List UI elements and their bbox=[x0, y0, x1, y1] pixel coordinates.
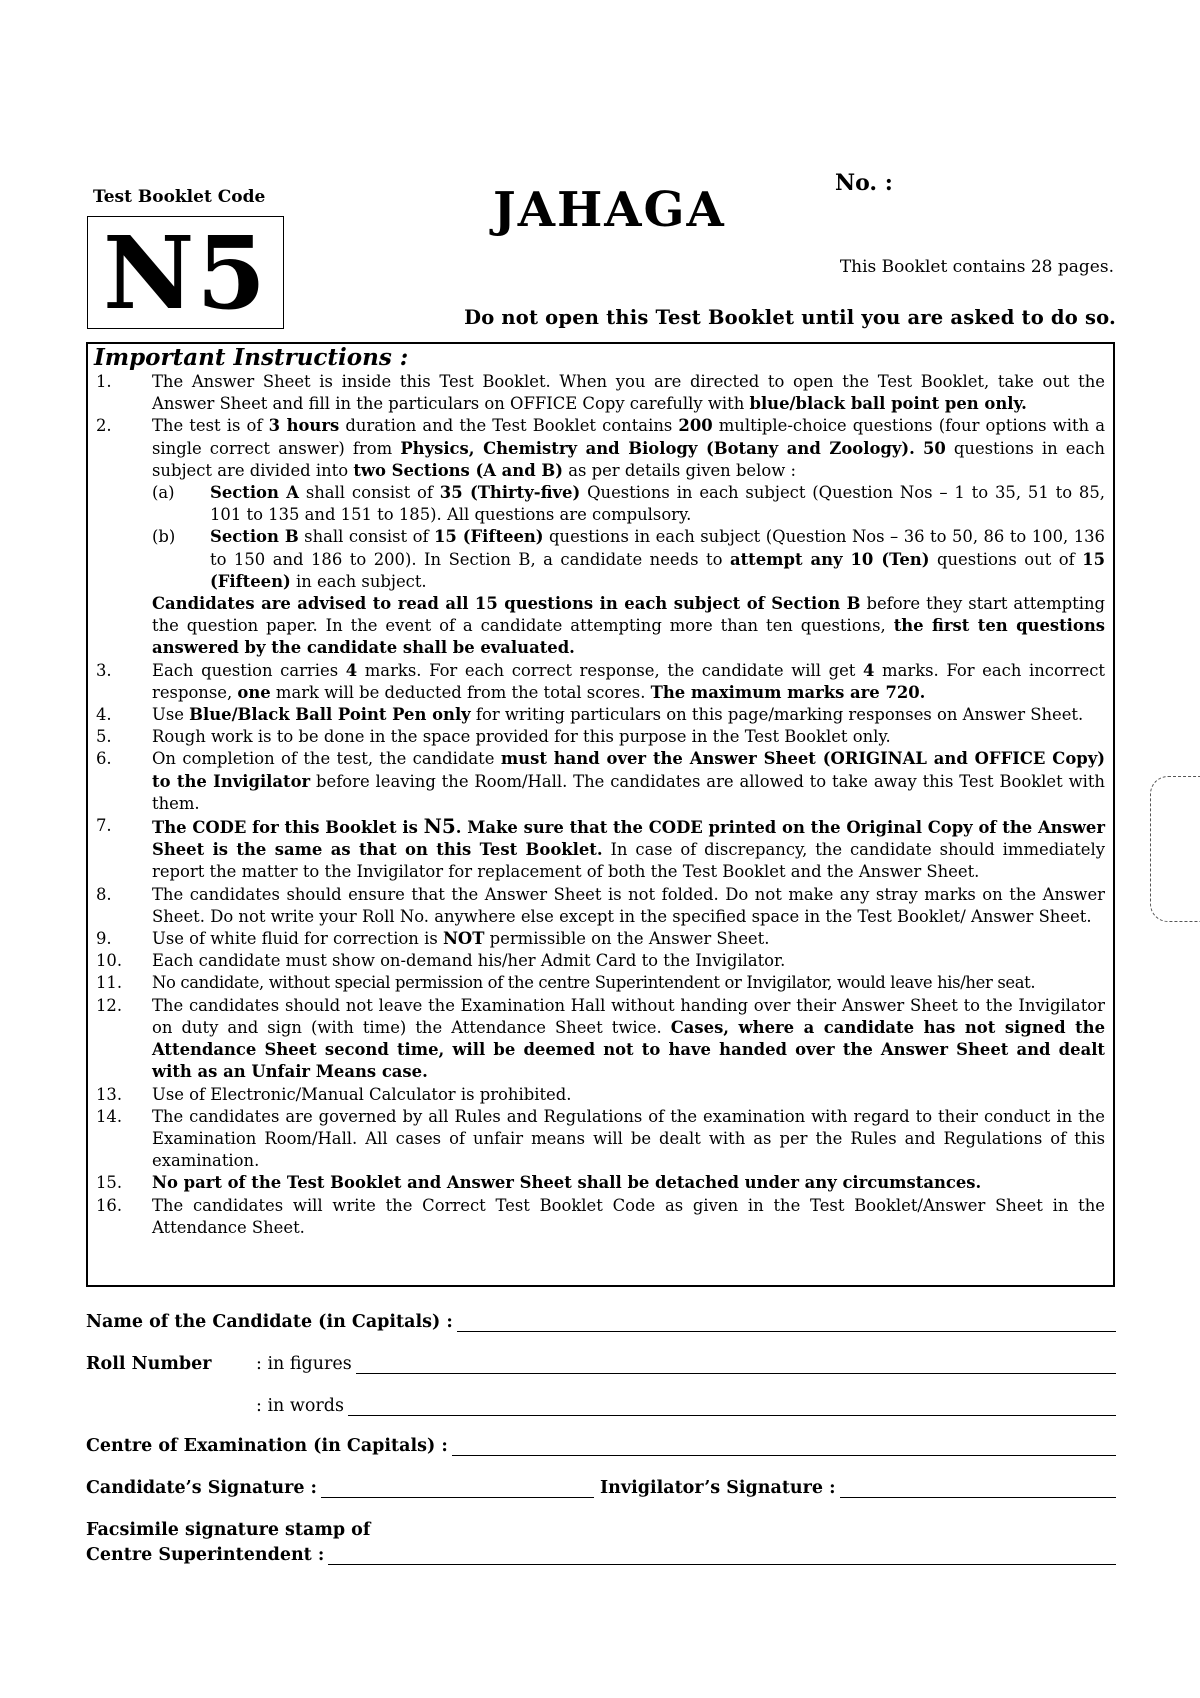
facsimile-label-line1: Facsimile signature stamp of bbox=[86, 1520, 371, 1540]
instruction-item: 1. The Answer Sheet is inside this Test Booklet. When you are directed to open the Test Booklet, take out the Answer Sheet and fill in the particulars on OFFICE Copy carefully with blue/black ball point pen only. bbox=[88, 371, 1105, 415]
instruction-number: 3. bbox=[96, 660, 112, 680]
instructions-heading: Important Instructions : bbox=[94, 344, 409, 371]
instruction-item: 14. The candidates are governed by all Rules and Regulations of the examination with regard to their conduct in the Examination Room/Hall. All cases of unfair means will be dealt with as per the Rules and Regulations of this examination. bbox=[88, 1106, 1105, 1173]
centre-line[interactable] bbox=[452, 1439, 1116, 1456]
section-b-advice: Candidates are advised to read all 15 questions in each subject of Section B before they start attempting the question paper. In the event of a candidate attempting more than ten questions, the first ten questions answered by the candidate shall be evaluated. bbox=[152, 594, 1105, 658]
pages-note: This Booklet contains 28 pages. bbox=[839, 257, 1114, 277]
invigilator-signature-label: Invigilator’s Signature : bbox=[600, 1478, 836, 1498]
instruction-item: 10. Each candidate must show on-demand his/her Admit Card to the Invigilator. bbox=[88, 950, 1105, 972]
candidate-signature-line[interactable] bbox=[321, 1481, 594, 1498]
instruction-subitem: (a) Section A shall consist of 35 (Thirty-five) Questions in each subject (Question Nos – 1 to 35, 51 to 85, 101 to 135 and 151 to 185). All questions are compulsory. bbox=[152, 483, 1105, 525]
roll-figures-field bbox=[86, 1354, 1116, 1374]
instruction-item: 5. Rough work is to be done in the space provided for this purpose in the Test Booklet only. bbox=[88, 726, 1105, 748]
superintendent-line[interactable] bbox=[328, 1548, 1116, 1565]
centre-field bbox=[86, 1436, 1116, 1456]
instruction-item: 16. The candidates will write the Correct Test Booklet Code as given in the Test Booklet/Answer Sheet in the Attendance Sheet. bbox=[88, 1195, 1105, 1239]
instruction-number: 12. bbox=[96, 995, 123, 1015]
instruction-number: 7. bbox=[96, 816, 112, 836]
instruction-number: 4. bbox=[96, 705, 112, 725]
instruction-item: 2. The test is of 3 hours duration and the Test Booklet contains 200 multiple-choice questions (four options with a single correct answer) from Physics, Chemistry and Biology (Botany and Zoology). 50 questions in each subject are divided into two Sections (A and B) as per details given below : (a) Section A shall consist of 35 (Thirty-five) Questions in each subject (Question Nos – 1 to 35, 51 to 85, 101 to 135 and 151 to 185). All questions are compulsory. (b) Section B shall consist of 15 (Fifteen) questions in each subject (Question Nos – 36 to 50, 86 to 100, 136 to 150 and 186 to 200). In Section B, a candidate needs to attempt any 10 (Ten) questions out of 15 (Fifteen) in each subject. Candidates are advised to read all 15 questions in each subject of Section B before they start attempting the question paper. In the event of a candidate attempting more than ten questions, the first ten questions answered by the candidate shall be evaluated. bbox=[88, 415, 1105, 659]
instruction-number: 10. bbox=[96, 951, 123, 971]
instruction-number: 1. bbox=[96, 372, 112, 391]
instruction-number: 5. bbox=[96, 727, 112, 747]
instruction-number: 11. bbox=[96, 973, 123, 993]
instruction-item: 13. Use of Electronic/Manual Calculator is prohibited. bbox=[88, 1084, 1105, 1106]
tear-off-marker bbox=[1150, 776, 1200, 922]
in-figures-label: : in figures bbox=[256, 1354, 352, 1374]
roll-words-line[interactable] bbox=[348, 1399, 1116, 1416]
instruction-number: 9. bbox=[96, 929, 112, 949]
roll-figures-line[interactable] bbox=[356, 1357, 1116, 1374]
instruction-item: 4. Use Blue/Black Ball Point Pen only for writing particulars on this page/marking responses on Answer Sheet. bbox=[88, 704, 1105, 726]
roll-words-field bbox=[256, 1396, 1116, 1416]
instruction-number: 16. bbox=[96, 1195, 123, 1215]
instruction-item: 15. No part of the Test Booklet and Answer Sheet shall be detached under any circumstances. bbox=[88, 1172, 1105, 1194]
instruction-item: 8. The candidates should ensure that the Answer Sheet is not folded. Do not make any stray marks on the Answer Sheet. Do not write your Roll No. anywhere else except in the specified space in the Test Booklet/ Answer Sheet. bbox=[88, 884, 1105, 928]
instruction-item: 7. The CODE for this Booklet is N5. Make sure that the CODE printed on the Original Copy of the Answer Sheet is the same as that on this Test Booklet. In case of discrepancy, the candidate should immediately report the matter to the Invigilator for replacement of both the Test Booklet and the Answer Sheet. bbox=[88, 815, 1105, 884]
candidate-name-field bbox=[86, 1312, 1116, 1332]
instruction-number: 13. bbox=[96, 1084, 123, 1104]
instructions-box bbox=[86, 342, 1115, 1287]
instruction-number: 8. bbox=[96, 884, 112, 904]
number-label: No. : bbox=[835, 170, 893, 196]
booklet-code: N5 bbox=[103, 213, 268, 332]
centre-label: Centre of Examination (in Capitals) : bbox=[86, 1436, 448, 1456]
booklet-code-box bbox=[87, 213, 284, 332]
instruction-item: 6. On completion of the test, the candidate must hand over the Answer Sheet (ORIGINAL and OFFICE Copy) to the Invigilator before leaving the Room/Hall. The candidates are allowed to take away this Test Booklet with them. bbox=[88, 748, 1105, 815]
candidate-signature-label: Candidate’s Signature : bbox=[86, 1478, 318, 1498]
invigilator-signature-line[interactable] bbox=[840, 1481, 1116, 1498]
instruction-item: 12. The candidates should not leave the Examination Hall without handing over their Answer Sheet to the Invigilator on duty and sign (with time) the Attendance Sheet twice. Cases, where a candidate has not signed the Attendance Sheet second time, will be deemed not to have handed over the Answer Sheet and dealt with as an Unfair Means case. bbox=[88, 995, 1105, 1084]
do-not-open-notice: Do not open this Test Booklet until you are asked to do so. bbox=[464, 306, 1116, 329]
candidate-name-line[interactable] bbox=[457, 1315, 1116, 1332]
instruction-item: 11. No candidate, without special permission of the centre Superintendent or Invigilator, would leave his/her seat. bbox=[88, 972, 1105, 994]
instruction-subitem: (b) Section B shall consist of 15 (Fifteen) questions in each subject (Question Nos – 36 to 50, 86 to 100, 136 to 150 and 186 to 200). In Section B, a candidate needs to attempt any 10 (Ten) questions out of 15 (Fifteen) in each subject. bbox=[152, 527, 1105, 591]
in-words-label: : in words bbox=[256, 1396, 344, 1416]
instruction-number: 14. bbox=[96, 1106, 123, 1126]
instruction-number: 15. bbox=[96, 1173, 123, 1193]
booklet-code-label: Test Booklet Code bbox=[93, 187, 266, 207]
superintendent-field bbox=[86, 1545, 1116, 1565]
invigilator-signature-field bbox=[600, 1478, 1116, 1498]
page-title: JAHAGA bbox=[493, 182, 726, 238]
instruction-item: 3. Each question carries 4 marks. For each correct response, the candidate will get 4 marks. For each incorrect response, one mark will be deducted from the total scores. The maximum marks are 720. bbox=[88, 660, 1105, 704]
instruction-number: 6. bbox=[96, 749, 112, 769]
roll-number-label: Roll Number bbox=[86, 1354, 212, 1374]
superintendent-label: Centre Superintendent : bbox=[86, 1545, 325, 1565]
candidate-signature-field bbox=[86, 1478, 594, 1498]
instruction-item: 9. Use of white fluid for correction is NOT permissible on the Answer Sheet. bbox=[88, 928, 1105, 950]
instruction-number: 2. bbox=[96, 416, 112, 436]
candidate-name-label: Name of the Candidate (in Capitals) : bbox=[86, 1312, 453, 1332]
